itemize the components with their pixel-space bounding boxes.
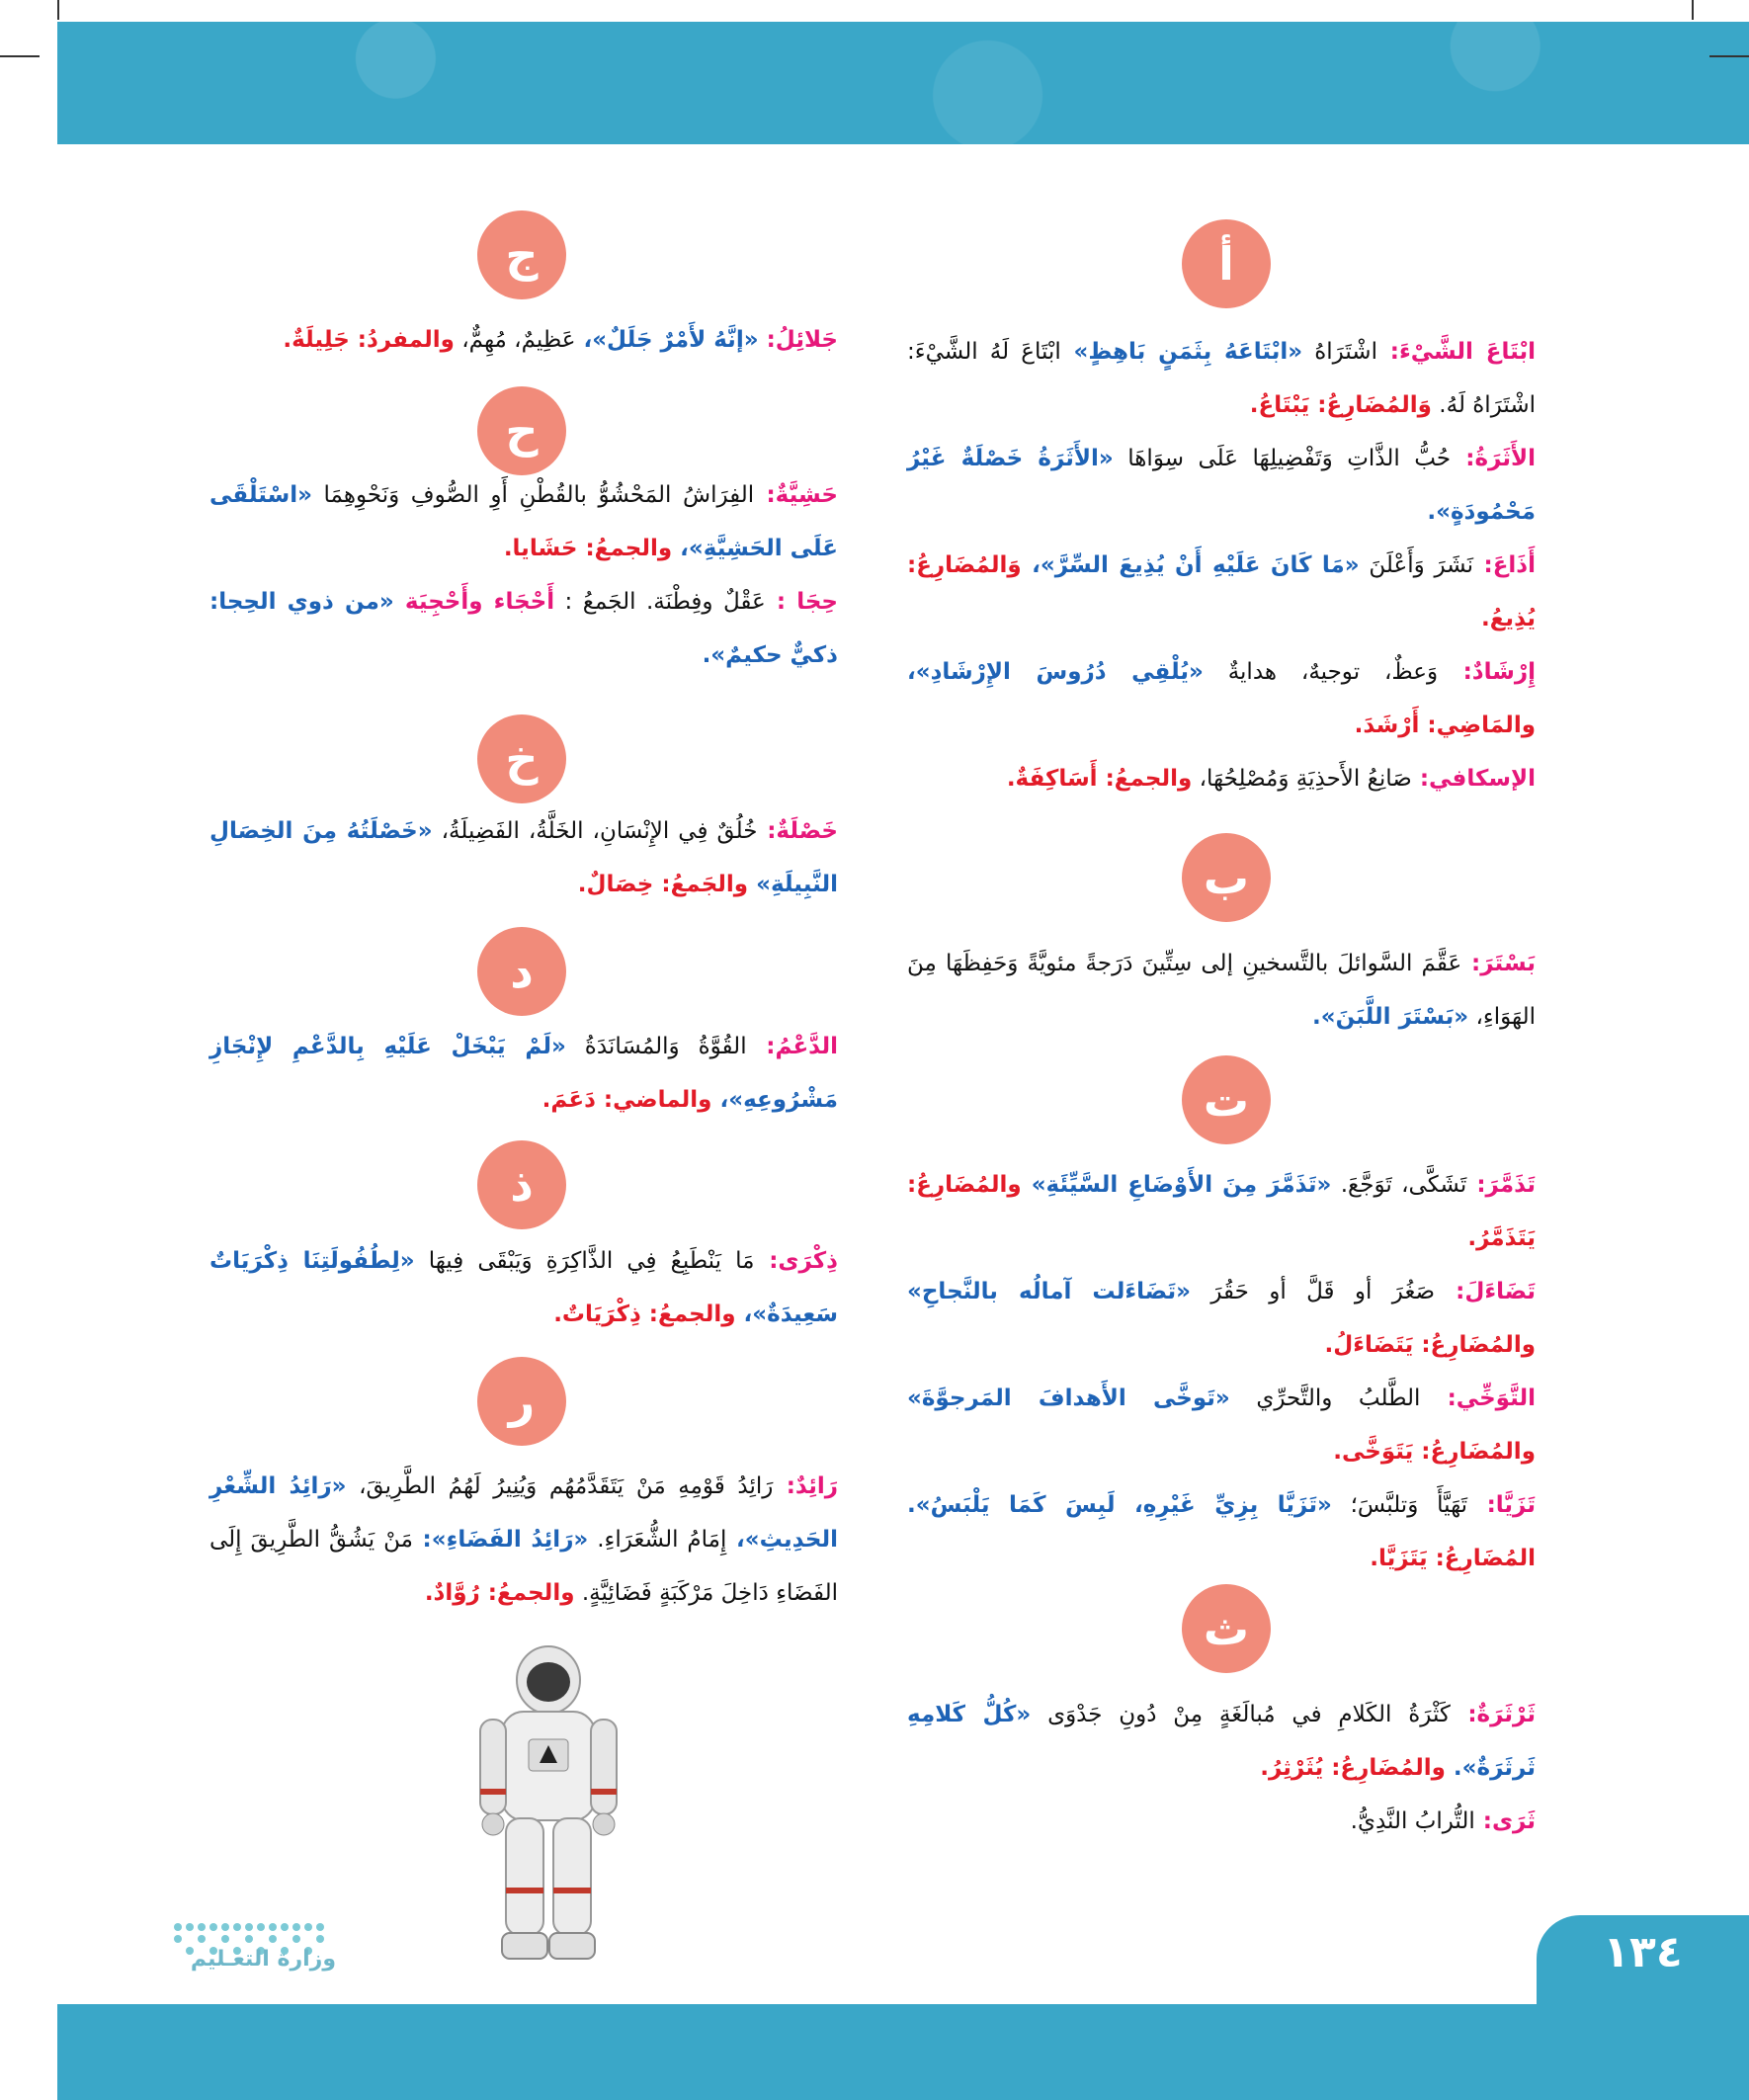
entry-term: أَحْجَاء وأَحْجِيَة (393, 589, 555, 615)
crop-mark (1709, 55, 1749, 57)
glossary-entry (907, 1265, 1536, 1372)
entry-example: «من ذوي الحِجا: ذكيٌّ حكيمٌ». (209, 589, 838, 668)
entry-term: الدَّعْمُ: (746, 1034, 838, 1059)
entry-form-label: والمُضَارِعُ: يَتَضَاءَلُ. (1324, 1332, 1536, 1358)
entry-term: إِرْشَادٌ: (1438, 659, 1536, 685)
entry-definition: التُّرابُ النَّدِيُّ. (1350, 1808, 1475, 1834)
entry-definition: تَشَكَّى، تَوَجَّعَ. (1331, 1172, 1467, 1198)
right-entries-tha (907, 1688, 1536, 1848)
entry-form-label: والجمعُ: أَسَاكِفَةٌ. (1006, 766, 1193, 792)
glossary-entry (907, 1795, 1536, 1848)
entry-term: أَذَاعَ: (1473, 552, 1536, 578)
entry-term: ابْتَاعَ الشَّيْءَ: (1376, 339, 1537, 365)
left-entries-kha (209, 804, 838, 911)
entry-definition: نَشَرَ وَأَعْلَنَ (1359, 552, 1474, 578)
entry-example: «كُلُّ كَلامِهِ ثَرثَرَةٌ». (907, 1702, 1536, 1781)
entry-definition: مَا يَنْطَبِعُ فِي الذَّاكِرَةِ وَيَبْقَى فِيهَا (414, 1248, 755, 1274)
entry-example: «تَزَيَّا بِزِيِّ غَيْرِهِ، لَبِسَ كَمَا يَلْبَسُ». (907, 1492, 1332, 1518)
entry-example: «تَذَمَّرَ مِنَ الأَوْضَاعِ السَّيِّئَةِ» (1021, 1172, 1332, 1198)
letter-badge-ba: ب (1182, 833, 1271, 922)
letter-badge-dal: د (477, 927, 566, 1016)
entry-form-label: وَالمُضَارِعُ: يَبْتَاعُ. (1249, 392, 1432, 418)
letter-badge-jim: ج (477, 210, 566, 299)
glossary-entry (209, 1460, 838, 1620)
entry-term: تَضَاءَلَ: (1435, 1279, 1537, 1304)
entry-form-label: والمَاضِي: أَرْشَدَ. (1354, 713, 1536, 738)
entry-form-label: والماضي: دَعَمَ. (541, 1087, 712, 1113)
entry-term: ثَرْثَرَةٌ: (1450, 1702, 1536, 1727)
entry-example: «إنَّهُ لأَمْرٌ جَلَلٌ»، (575, 327, 759, 353)
glossary-entry (907, 1158, 1536, 1265)
entry-example: «لَمْ يَبْخَلْ عَلَيْهِ بِالدَّعْمِ لإِنْجَازِ مَشْرُوعِهِ»، (209, 1034, 838, 1113)
right-entries-ta (907, 1158, 1536, 1585)
ministry-name: وزارة التعـليم (190, 1947, 336, 1972)
glossary-entry (209, 313, 838, 367)
glossary-entry (907, 539, 1536, 645)
entry-form-label: والجمعُ: حَشَايا. (503, 536, 673, 561)
entry-definition: ابْتَاعَ لَهُ الشَّيْءَ: اشْتَرَاهُ لَهُ. (907, 339, 1536, 418)
entry-term: ثَرَى: (1474, 1808, 1536, 1834)
glossary-entry (907, 325, 1536, 432)
entry-definition: تَهَيَّأَ وَتلبَّسَ؛ (1331, 1492, 1468, 1518)
entry-definition: القُوَّةُ وَالمُسَانَدَةُ (565, 1034, 747, 1059)
entry-definition: اشْتَرَاهُ (1302, 339, 1377, 365)
entry-definition: الفِرَاشُ المَحْشُوُّ بالقُطْنِ أَوِ الصُّوفِ وَنَحْوِهِمَا (311, 482, 755, 508)
entry-example: «بَسْتَرَ اللَّبَنَ». (1311, 1004, 1469, 1030)
right-entries-alef (907, 325, 1536, 805)
entry-example: «رَائِدُ الشِّعْرِ الحَدِيثِ»، (209, 1473, 838, 1553)
entry-example: «رَائِدُ الفَضَاءِ»: (412, 1527, 589, 1553)
entry-form-label: والمُضَارِعُ: يَتَوَخَّى. (1333, 1439, 1536, 1465)
footer-banner (57, 2004, 1749, 2100)
left-entries-ra (209, 1460, 838, 1620)
letter-badge-kha: خ (477, 714, 566, 803)
glossary-entry (209, 1020, 838, 1127)
entry-term: الإسكافي: (1411, 766, 1536, 792)
entry-term: تَزَيَّا: (1467, 1492, 1536, 1518)
entry-example: «مَا كَانَ عَلَيْهِ أَنْ يُذِيعَ السِّرَّ»، (1021, 552, 1360, 578)
glossary-entry (907, 1688, 1536, 1795)
letter-badge-ha: ح (477, 386, 566, 475)
entry-term: ذِكْرَى: (754, 1248, 838, 1274)
entry-example: «لِطُفُولَتِنَا ذِكْرَيَاتٌ سَعِيدَةٌ»، (209, 1248, 838, 1327)
glossary-entry (209, 1234, 838, 1341)
page-number: ١٣٤ (1603, 1927, 1683, 1977)
entry-form-label: والجمعُ: ذِكْرَيَاتٌ. (553, 1302, 736, 1327)
entry-definition: عَظِيمٌ، مُهِمٌّ، (454, 327, 576, 353)
letter-badge-dhal: ذ (477, 1140, 566, 1229)
entry-term: بَسْتَرَ: (1461, 951, 1536, 976)
entry-definition: صَانِعُ الأَحذِيَةِ وَمُصْلِحُهَا، (1192, 766, 1412, 792)
entry-term: الأَثَرَةُ: (1451, 446, 1536, 471)
left-entries-jim (209, 313, 838, 367)
entry-example: «الأَثَرَةُ خَصْلَةٌ غَيْرُ مَحْمُودَةٍ». (907, 446, 1536, 525)
entry-definition: الطَّلبُ والتَّحرِّي (1229, 1386, 1421, 1411)
glossary-entry (907, 645, 1536, 752)
entry-form-label: والجمعُ: رُوَّادٌ. (424, 1580, 575, 1606)
entry-definition: إِمَامُ الشُّعَرَاءِ. (588, 1527, 727, 1553)
glossary-entry (209, 804, 838, 911)
glossary-entry (907, 432, 1536, 539)
letter-badge-ra: ر (477, 1357, 566, 1446)
entry-example: «تَوخَّى الأَهدافَ المَرجوَّةَ» (907, 1386, 1230, 1411)
entry-definition: عَقْلٌ وفِطْنَة. الجَمعُ : (554, 589, 766, 615)
right-entries-ba (907, 937, 1536, 1044)
entry-definition: رَائِدُ قَوْمِهِ مَنْ يَتَقَدَّمُهُم وَيُنِيرُ لَهُمُ الطَّرِيقَ، (346, 1473, 774, 1499)
glossary-entry (907, 937, 1536, 1044)
entry-term: جَلائِلُ: (758, 327, 838, 353)
entry-example: «خَصْلَتُهُ مِنَ الخِصَالِ النَّبِيلَةِ» (209, 818, 838, 897)
entry-term: خَصْلَةٌ: (757, 818, 838, 844)
glossary-entry (907, 1372, 1536, 1478)
letter-badge-alef: أ (1182, 219, 1271, 308)
glossary-entry (209, 575, 838, 682)
header-banner (57, 22, 1749, 144)
entry-form-label: المُضَارِعُ: يَتَزَيَّا. (1370, 1546, 1536, 1571)
glossary-entry (907, 1478, 1536, 1585)
entry-form-label: والمُضَارِعُ: يُثَرْثِرُ. (1260, 1755, 1446, 1781)
entry-definition: حُبُّ الذَّاتِ وَتَفْضِيلِهَا عَلَى سِوَاهَا (1113, 446, 1452, 471)
left-entries-ha (209, 468, 838, 682)
glossary-entry (209, 468, 838, 575)
entry-term: حِجَا : (765, 589, 838, 615)
entry-form-label: والجَمعُ: خِصَالٌ. (577, 872, 749, 897)
entry-example: «ابْتَاعَهُ بِثَمَنٍ بَاهِظٍ» (1060, 339, 1303, 365)
entry-term: حَشِيَّةٌ: (754, 482, 838, 508)
left-entries-dhal (209, 1234, 838, 1341)
entry-form-label: والمُضَارِعُ: يَتَذَمَّرُ. (907, 1172, 1536, 1251)
crop-mark (57, 0, 59, 20)
entry-definition: كَثْرَةُ الكَلامِ في مُبالَغَةٍ مِنْ دُونِ جَدْوَى (1031, 1702, 1451, 1727)
entry-example: «يُلْقِي دُرُوسَ الإِرْشَادِ»، (907, 659, 1204, 685)
entry-definition: عَقَّمَ السَّوائلَ بالتَّسخينِ إلى سِتِّينَ دَرَجةً مئويَّةً وَحَفِظَهَا مِنَ الهَوَاءِ، (907, 951, 1536, 1030)
entry-form-label: والمفردُ: جَلِيلَةٌ. (283, 327, 455, 353)
entry-term: رَائِدٌ: (773, 1473, 838, 1499)
entry-form-label: وَالمُضَارِعُ: يُذِيعُ. (907, 552, 1536, 631)
crop-mark (1692, 0, 1694, 20)
entry-term: تَذَمَّرَ: (1466, 1172, 1536, 1198)
entry-definition: وَعظٌ، توجيهٌ، هدايةٌ (1203, 659, 1439, 685)
crop-mark (0, 55, 40, 57)
entry-definition: مَنْ يَشُقُّ الطَّرِيقَ إِلَى الفَضَاءِ دَاخِلَ مَرْكَبَةٍ فَضَائِيَّةٍ. (209, 1527, 838, 1606)
entry-example: «تَضَاءَلت آمالُه بالنَّجاحِ» (907, 1279, 1191, 1304)
astronaut-illustration (474, 1640, 623, 1967)
entry-example: «اسْتَلْقَى عَلَى الحَشِيَّةِ»، (209, 482, 838, 561)
letter-badge-ta: ت (1182, 1055, 1271, 1144)
glossary-entry (907, 752, 1536, 805)
entry-definition: خُلُقٌ فِي الإِنْسَانِ، الخَلَّةُ، الفَضِيلَةُ، (432, 818, 758, 844)
entry-term: التَّوَخِّي: (1420, 1386, 1536, 1411)
left-entries-dal (209, 1020, 838, 1127)
letter-badge-tha: ث (1182, 1584, 1271, 1673)
entry-definition: صَغُرَ أو قَلَّ أو حَقُرَ (1190, 1279, 1436, 1304)
